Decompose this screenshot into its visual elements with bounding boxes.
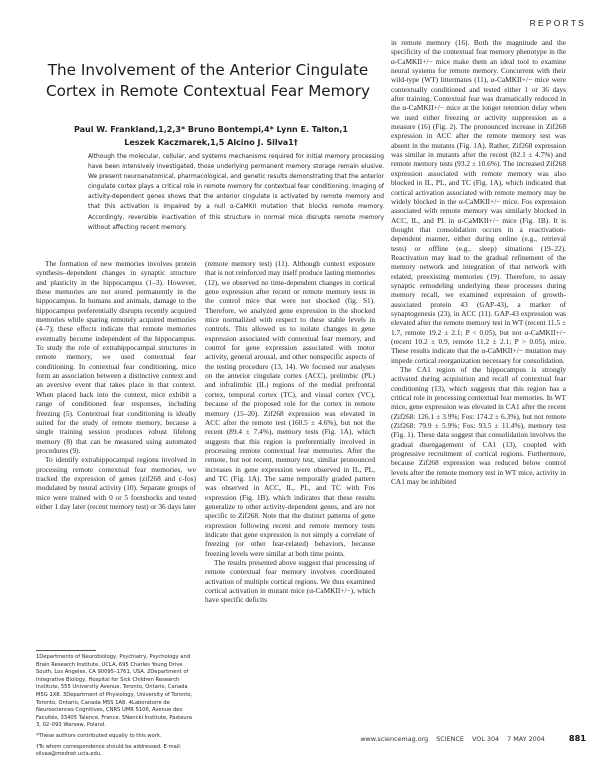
paragraph: in remote memory (16). Both the magnitude and the specificity of the contextual fear memory phenotype in the α-CaMKII+/− mice make them an ideal tool to examine neural systems for remote memory. Concurrent with their wild-type (WT) littermates (11), α-CaMKII+/− mice were contextually conditioned and tested either 1 or 36 days after training. Contextual fear was dramatically reduced in the α-CaMKII+/− mice at the longer retention delay when we used either freezing or activity suppression as a measure (16) (Fig. 2). The pronounced increase in Zif268 expression in ACC after the remote memory test was absent in the mutants (Fig. 1A). Rather, Zif268 expression was similar in mutants after the recent (82.1 ± 4.7%) and remote memory tests (93.2 ± 10.6%). The increased Zif268 expression associated with remote memory was also blocked in IL, PL, and TC (Fig. 1A), which indicated that cortical activation associated with remote memory may be widely blocked in the α-CaMKII+/− mice. Fos expression associated with remote memory was similarly blocked in ACC, IL, and PL in α-CaMKII+/− mice (Fig. 1B). It is thought that consolidation occurs in a reactivation-dependent manner, either during online (e.g., retrieval tests) or offline (e.g., sleep) situations (19–22). Reactivation may lead to the gradual refinement of the memory network and integration of that network with related, preexisting memories (19). Therefore, to assay synaptic remodeling underlying these processes during memory recall, we examined expression of growth-associated protein 43 (GAP-43), a marker of synaptogenesis (23), in ACC (11). GAP-43 expression was elevated after the remote memory test in WT (recent 11.5 ± 1.7, remote 19.2 ± 2.1; P < 0.05), but not α-CaMKII+/− (recent 10.2 ± 0.9, remote 11.2 ± 2.1; P > 0.05), mice. These results indicate that the α-CaMKII+/− mutation may impede cortical reorganization necessary for consolidation.: [391, 38, 566, 365]
paragraph: To identify extrahippocampal regions involved in processing remote contextual fear memories, we tracked the expression of genes (zif268 and c-fos) modulated by neural activity (10). Separate groups of mice were trained with 0 or 5 footshocks and tested either 1 day later (recent memory test) or 36 days later: [36, 455, 196, 511]
author-line-1: Paul W. Frankland,1,2,3* Bruno Bontempi,4* Lynn E. Talton,1: [74, 125, 348, 134]
paragraph: The CA1 region of the hippocampus is strongly activated during acquisition and recall of contextual fear conditioning (13), which suggests that this region has a critical role in processing contextual fear memories. In WT mice, gene expression was elevated in CA1 after the recent (Zif268: 126.1 ± 3.9%; Fos: 174.2 ± 6.3%), but not remote (Zif268: 79.9 ± 5.9%; Fos: 93.5 ± 11.4%), memory test (Fig. 1). These data suggest that consolidation involves the gradual disengagement of CA1 (13), coupled with progressive recruitment of cortical regions. Furthermore, because Zif268 expression was reduced below control levels after the remote memory test in WT mice, activity in CA1 may be inhibited: [391, 365, 566, 487]
footer-website: www.sciencemag.org: [360, 735, 429, 743]
footnotes: [36, 654, 196, 762]
footnote-divider: [36, 650, 96, 651]
section-label: REPORTS: [529, 18, 586, 28]
correspondence-footnote: †To whom correspondence should be addressed. E-mail: silvaa@mednet.ucla.edu.: [36, 743, 182, 758]
article-title: The Involvement of the Anterior Cingulate Cortex in Remote Contextual Fear Memory: [46, 61, 370, 101]
paragraph: The results presented above suggest that processing of remote contextual fear memory involves coordinated activation of multiple cortical regions. We thus examined cortical activation in mutant mice (α-CaMKII+/−), which have specific deficits: [205, 558, 375, 605]
abstract: Although the molecular, cellular, and systems mechanisms required for initial memory processing have been intensively investigated, those underlying permanent memory storage remain elusive. We present neuroanatomical, pharmacological, and genetic results demonstrating that the anterior cingulate cortex plays a critical role in remote memory for contextual fear conditioning. Imaging of activity-dependent genes shows that the anterior cingulate is activated by remote memory and that this activation is impaired by a null α-CaMKII mutation that blocks remote memory. Accordingly, reversible inactivation of this structure in normal mice disrupts remote memory without affecting recent memory.: [88, 153, 384, 231]
footer-date: 7 MAY 2004: [507, 735, 545, 743]
body-column-3: [391, 38, 566, 487]
author-list: [36, 123, 386, 149]
body-column-1: [36, 259, 196, 511]
author-line-2: Leszek Kaczmarek,1,5 Alcino J. Silva1†: [124, 138, 298, 147]
footer-volume: VOL 304: [472, 735, 500, 743]
paragraph: (remote memory test) (11). Although context exposure that is not reinforced may itself produce lasting memories (12), we observed no time-dependent changes in cortical gene expression after recent or remote memory tests in the control mice that were not shocked (fig. S1). Therefore, we analyzed gene expression in the shocked mice normalized with respect to these stable levels in controls. This allowed us to isolate changes in gene expression associated with contextual fear memory, and control for gene expression associated with motor activity, general arousal, and other nonspecific aspects of the testing procedure (13, 14). We focused our analyses on the anterior cingulate cortex (ACC), prelimbic (PL) and infralimbic (IL) regions of the medial prefrontal cortex, temporal cortex (TC), and visual cortex (VC), because of the proposed role for the cortex in remote memory (15–20). Zif268 expression was elevated in ACC after the remote test (160.5 ± 4.6%), but not the recent (89.4 ± 7.4%), memory tests (Fig. 1A), which suggests that this region is preferentially involved in processing remote contextual fear memories. After the remote, but not recent, memory test, similar pronounced increases in gene expression were observed in IL, PL, and TC (Fig. 1A). The same temporally graded pattern was observed in ACC, IL, PL, and TC with Fos expression (Fig. 1B), which indicates that these results generalize to other activity-dependent genes, and are not specific to Zif268. Note that the distinct patterns of gene expression following recent and remote memory tests indicate that gene expression is not simply a correlate of freezing (or other fear-related) behaviors, because freezing levels were similar at both time points.: [205, 259, 375, 558]
paragraph: The formation of new memories involves protein synthesis–dependent changes in synaptic structure and plasticity in the hippocampus (1–3). However, these memories are not stored permanently in the hippocampus. In humans and animals, damage to the hippocampus preferentially disrupts recently acquired memories while sparing remotely acquired memories (4–7); these effects indicate that remote memories eventually become independent of the hippocampus. To study the role of extrahippocampal structures in remote memory, we used contextual fear conditioning. In contextual fear conditioning, mice form an association between a distinctive context and an aversive event that takes place in that context. When placed back into the context, mice exhibit a range of conditioned fear responses, including freezing (5). Contextual fear conditioning is ideally suited for the study of remote memory, because a single training session produces robust lifelong memory (8) that can be measured using automated procedures (9).: [36, 259, 196, 455]
body-column-2: [205, 259, 375, 605]
equal-contribution-footnote: *These authors contributed equally to this work.: [36, 732, 162, 739]
page-number: 881: [568, 733, 586, 743]
affiliations-footnote: 1Departments of Neurobiology, Psychiatry, Psychology and Brain Research Institute, UCLA, 695 Charles Young Drive South, Los Angeles, CA 90095–1761, USA. 2Department of Integrative Biology, Hospital for Sick Children Research Institute, 555 University Avenue, Toronto, Ontario, Canada M5G 1X8. 3Department of Physiology, University of Toronto, Toronto, Ontario, Canada M5S 1A8. 4Laboratoire de Neurosciences Cognitives, CNRS UMR 5106, Avenue des Facultés, 33405 Talence, France. 5Nencki Institute, Pasteura 3, 02–093 Warsaw, Poland.: [36, 654, 193, 729]
page-footer: [0, 733, 586, 743]
footer-journal: SCIENCE: [436, 735, 464, 743]
